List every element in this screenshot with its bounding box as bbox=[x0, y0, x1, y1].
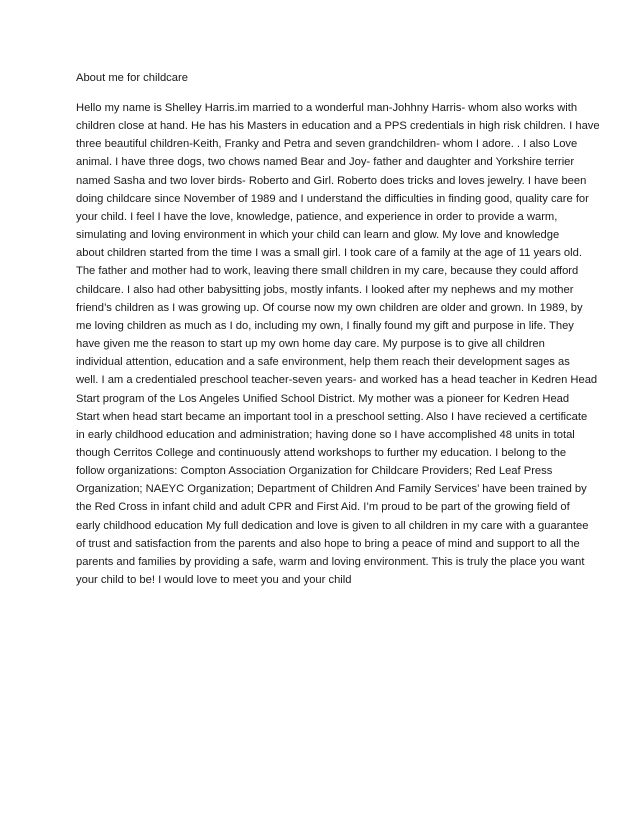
body-line: well. I am a credentialed preschool teacher-seven years- and worked has a head teacher in Kedren Head bbox=[76, 374, 598, 387]
body-line: doing childcare since November of 1989 and I understand the difficulties in finding good, quality care for bbox=[76, 192, 589, 205]
body-line: your child. I feel I have the love, knowledge, patience, and experience in order to provide a warm, bbox=[76, 210, 558, 223]
body-line: Organization; NAEYC Organization; Department of Children And Family Services’ have been trained by bbox=[76, 483, 587, 496]
body-line: about children started from the time I was a small girl. I took care of a family at the age of 11 years old. bbox=[76, 247, 582, 260]
body-line: animal. I have three dogs, two chows named Bear and Joy- father and daughter and Yorkshire terrier bbox=[76, 156, 575, 169]
body-line: children close at hand. He has his Masters in education and a PPS credentials in high risk children. I have bbox=[76, 120, 600, 133]
body-line: simulating and loving environment in which your child can learn and glow. My love and knowledge bbox=[76, 229, 560, 242]
body-line: named Sasha and two lover birds- Roberto and Girl. Roberto does tricks and loves jewelry. I have been bbox=[76, 174, 587, 187]
body-line: of trust and satisfaction from the parents and also hope to bring a peace of mind and support to all the bbox=[76, 537, 580, 550]
body-line: the Red Cross in infant child and adult CPR and First Aid. I’m proud to be part of the growing field of bbox=[76, 501, 570, 514]
body-line: individual attention, education and a safe environment, help them reach their development sages as bbox=[76, 356, 570, 369]
body-line: follow organizations: Compton Association Organization for Childcare Providers; Red Leaf Press bbox=[76, 465, 553, 478]
body-line: friend’s children as I was growing up. Of course now my own children are older and grown. In 1989, by bbox=[76, 301, 583, 314]
body-line: Hello my name is Shelley Harris.im married to a wonderful man-Johhny Harris- whom also works with bbox=[76, 102, 578, 114]
body-line: early childhood education My full dedication and love is given to all children in my care with a guarantee bbox=[76, 519, 589, 532]
body-line: your child to be! I would love to meet you and your child bbox=[76, 574, 352, 587]
body-line: parents and families by providing a safe, warm and loving environment. This is truly the place you want bbox=[76, 555, 585, 568]
body-line: have given me the reason to start up my own home day care. My purpose is to give all children bbox=[76, 338, 545, 351]
body-line: childcare. I also had other babysitting jobs, mostly infants. I looked after my nephews and my mother bbox=[76, 283, 574, 296]
body-line: me loving children as much as I do, including my own, I finally found my gift and purpose in life. They bbox=[76, 319, 574, 332]
body-line: in early childhood education and administration; having done so I have accomplished 48 units in total bbox=[76, 428, 575, 441]
document-title: About me for childcare bbox=[76, 72, 188, 84]
document-body bbox=[76, 99, 600, 589]
body-line: Start when head start became an important tool in a preschool setting. Also I have recieved a certificate bbox=[76, 410, 588, 423]
body-line: The father and mother had to work, leaving there small children in my care, because they could afford bbox=[76, 265, 579, 278]
body-line: though Cerritos College and continuously attend workshops to further my education. I belong to the bbox=[76, 446, 567, 459]
body-line: three beautiful children-Keith, Franky and Petra and seven grandchildren- whom I adore. . I also Love bbox=[76, 138, 578, 151]
body-line: Start program of the Los Angeles Unified School District. My mother was a pioneer for Kedren Head bbox=[76, 392, 570, 405]
